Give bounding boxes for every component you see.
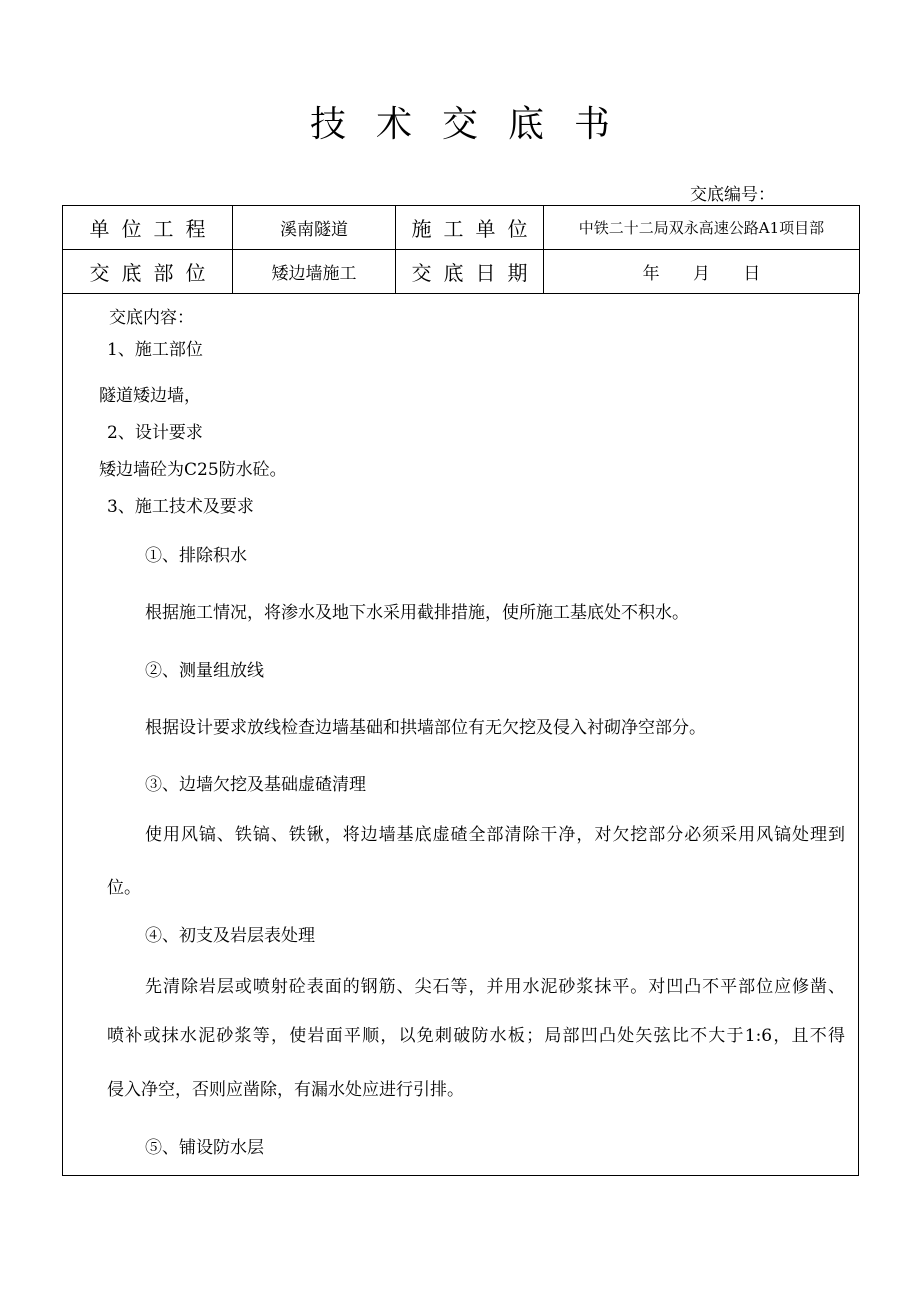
header-row-1 [63,206,860,250]
content-box [62,293,859,1176]
construction-unit-label: 施工单位 [396,206,544,250]
item-5-title: ⑤、铺设防水层 [145,1138,264,1158]
item-3-text-line-2: 位。 [107,878,141,898]
handover-part-label: 交底部位 [63,250,233,294]
item-2-text: 根据设计要求放线检查边墙基础和拱墙部位有无欠挖及侵入衬砌净空部分。 [145,718,706,738]
item-3-title: ③、边墙欠挖及基础虚碴清理 [145,775,366,795]
header-row-2 [63,250,860,294]
item-4-text-line-3: 侵入净空，否则应凿除，有漏水处应进行引排。 [107,1080,464,1100]
unit-project-label: 单位工程 [63,206,233,250]
handover-date-label: 交底日期 [396,250,544,294]
item-2-title: ②、测量组放线 [145,661,264,681]
section-2-title: 2、设计要求 [107,423,203,443]
item-4-text-line-1: 先清除岩层或喷射砼表面的钢筋、尖石等，并用水泥砂浆抹平。对凹凸不平部位应修凿、 [145,977,845,997]
handover-part-value: 矮边墙施工 [233,250,396,294]
item-4-text-line-2: 喷补或抹水泥砂浆等，使岩面平顺，以免刺破防水板；局部凹凸处矢弦比不大于1:6，且不得 [107,1026,845,1046]
item-4-title: ④、初支及岩层表处理 [145,926,315,946]
header-table [62,205,860,294]
section-3-title: 3、施工技术及要求 [107,497,254,517]
unit-project-value: 溪南隧道 [233,206,396,250]
section-1-text: 隧道矮边墙， [99,386,201,406]
section-2-text: 矮边墙砼为C25防水砼。 [99,460,287,480]
item-1-text: 根据施工情况，将渗水及地下水采用截排措施，使所施工基底处不积水。 [145,603,689,623]
section-1-title: 1、施工部位 [107,340,203,360]
handover-date-value: 年 月 日 [544,250,860,294]
content-heading: 交底内容： [109,308,194,328]
item-1-title: ①、排除积水 [145,546,247,566]
construction-unit-value: 中铁二十二局双永高速公路A1项目部 [544,206,860,250]
item-3-text-line-1: 使用风镐、铁镐、铁锹，将边墙基底虚碴全部清除干净，对欠挖部分必须采用风镐处理到 [145,825,845,845]
document-title: 技术交底书 [309,104,640,145]
doc-number-label: 交底编号： [690,185,775,205]
